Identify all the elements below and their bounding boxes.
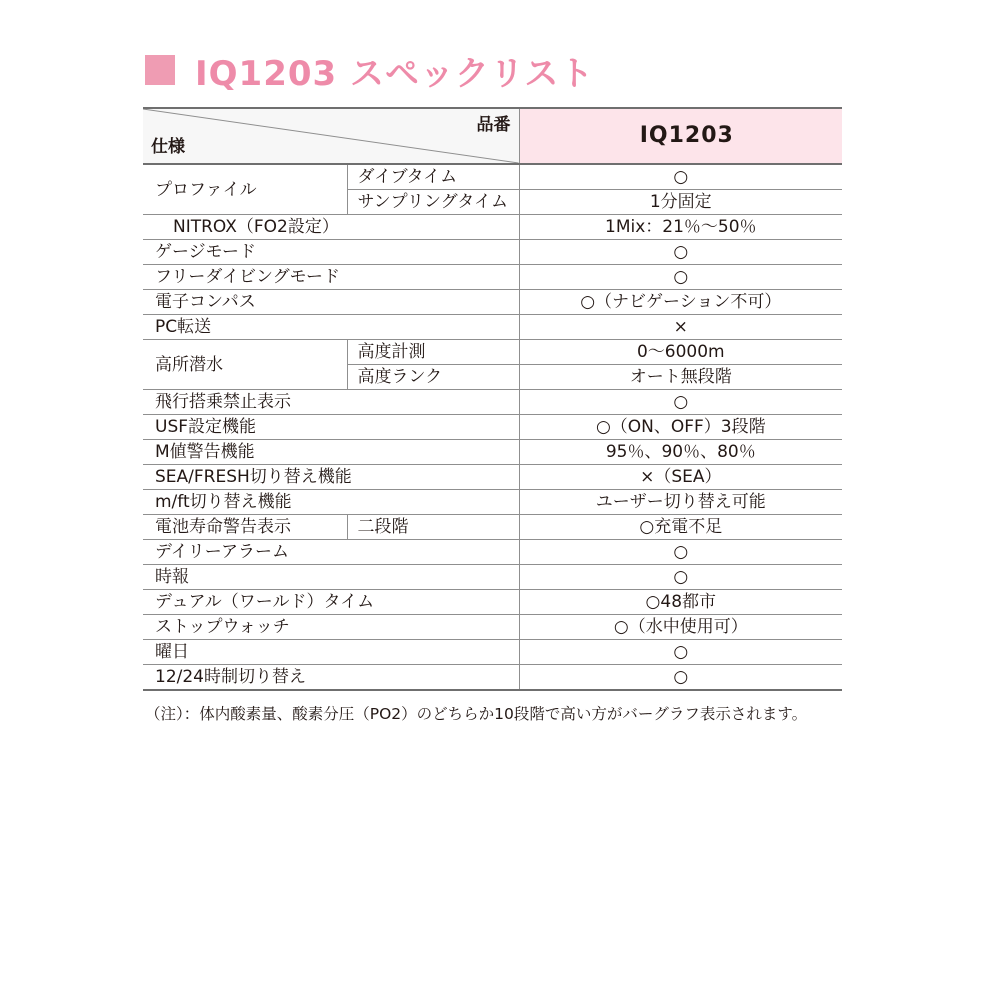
row-value-sea-fresh: ×（SEA）: [519, 465, 842, 490]
table-row: [143, 465, 842, 490]
table-row: [143, 540, 842, 565]
row-label-nitrox: NITROX（FO2設定）: [143, 215, 519, 240]
row-value-usf: ○（ON、OFF）3段階: [519, 415, 842, 440]
table-row: [143, 265, 842, 290]
row-value-compass: ○（ナビゲーション不可）: [519, 290, 842, 315]
table-header-row: [143, 108, 842, 164]
diagonal-line-icon: [143, 109, 519, 163]
row-value-dual-time: ○48都市: [519, 590, 842, 615]
row-label-compass: 電子コンパス: [143, 290, 519, 315]
table-row: [143, 215, 842, 240]
row-value-altitude-measure: 0〜6000m: [519, 340, 842, 365]
row-label-battery: 電池寿命警告表示: [143, 515, 347, 540]
table-row: [143, 565, 842, 590]
table-row: [143, 440, 842, 465]
table-row: [143, 164, 842, 190]
table-row: [143, 390, 842, 415]
row-label-stopwatch: ストップウォッチ: [143, 615, 519, 640]
row-value-m-value: 95％、90％、80％: [519, 440, 842, 465]
title-text: IQ1203 スペックリスト: [195, 53, 595, 94]
table-row: [143, 315, 842, 340]
row-label-usf: USF設定機能: [143, 415, 519, 440]
row-label-hour-mode: 12/24時制切り替え: [143, 665, 519, 691]
row-sublabel-dive-time: ダイブタイム: [347, 164, 519, 190]
row-sublabel-battery: 二段階: [347, 515, 519, 540]
row-value-nitrox: 1Mix：21％〜50％: [519, 215, 842, 240]
row-sublabel-sampling-time: サンプリングタイム: [347, 190, 519, 215]
row-label-no-fly: 飛行搭乗禁止表示: [143, 390, 519, 415]
row-label-freediving: フリーダイビングモード: [143, 265, 519, 290]
header-shiyou-label: 仕様: [151, 137, 185, 157]
row-label-sea-fresh: SEA/FRESH切り替え機能: [143, 465, 519, 490]
row-value-dive-time: ○: [519, 164, 842, 190]
table-row: [143, 515, 842, 540]
table-row: [143, 665, 842, 691]
spec-table: [143, 107, 842, 691]
row-value-hour-mode: ○: [519, 665, 842, 691]
row-value-sampling-time: 1分固定: [519, 190, 842, 215]
table-row: [143, 415, 842, 440]
row-value-battery: ○充電不足: [519, 515, 842, 540]
row-value-time-signal: ○: [519, 565, 842, 590]
row-label-gauge: ゲージモード: [143, 240, 519, 265]
row-value-pc: ×: [519, 315, 842, 340]
table-row: [143, 240, 842, 265]
row-sublabel-altitude-measure: 高度計測: [347, 340, 519, 365]
footnote: （注）：体内酸素量、酸素分圧（PO2）のどちらか10段階で高い方がバーグラフ表示されます。: [145, 705, 808, 723]
page-title: [145, 46, 594, 94]
row-value-weekday: ○: [519, 640, 842, 665]
row-label-weekday: 曜日: [143, 640, 519, 665]
row-value-gauge: ○: [519, 240, 842, 265]
row-sublabel-altitude-rank: 高度ランク: [347, 365, 519, 390]
row-label-profile: プロファイル: [143, 164, 347, 215]
header-diagonal-cell: [143, 108, 519, 164]
row-label-pc: PC転送: [143, 315, 519, 340]
title-square-icon: [145, 55, 175, 85]
row-label-altitude: 高所潜水: [143, 340, 347, 390]
row-value-alarm: ○: [519, 540, 842, 565]
table-row: [143, 490, 842, 515]
row-label-alarm: デイリーアラーム: [143, 540, 519, 565]
table-row: [143, 340, 842, 365]
row-value-no-fly: ○: [519, 390, 842, 415]
row-value-altitude-rank: オート無段階: [519, 365, 842, 390]
row-value-mft: ユーザー切り替え可能: [519, 490, 842, 515]
header-hinban-label: 品番: [476, 115, 511, 135]
table-row: [143, 290, 842, 315]
row-value-freediving: ○: [519, 265, 842, 290]
table-row: [143, 640, 842, 665]
row-label-time-signal: 時報: [143, 565, 519, 590]
row-label-mft: m/ft切り替え機能: [143, 490, 519, 515]
table-row: [143, 590, 842, 615]
row-label-m-value: M値警告機能: [143, 440, 519, 465]
table-row: [143, 615, 842, 640]
header-model-name: IQ1203: [519, 108, 842, 164]
row-label-dual-time: デュアル（ワールド）タイム: [143, 590, 519, 615]
row-value-stopwatch: ○（水中使用可）: [519, 615, 842, 640]
